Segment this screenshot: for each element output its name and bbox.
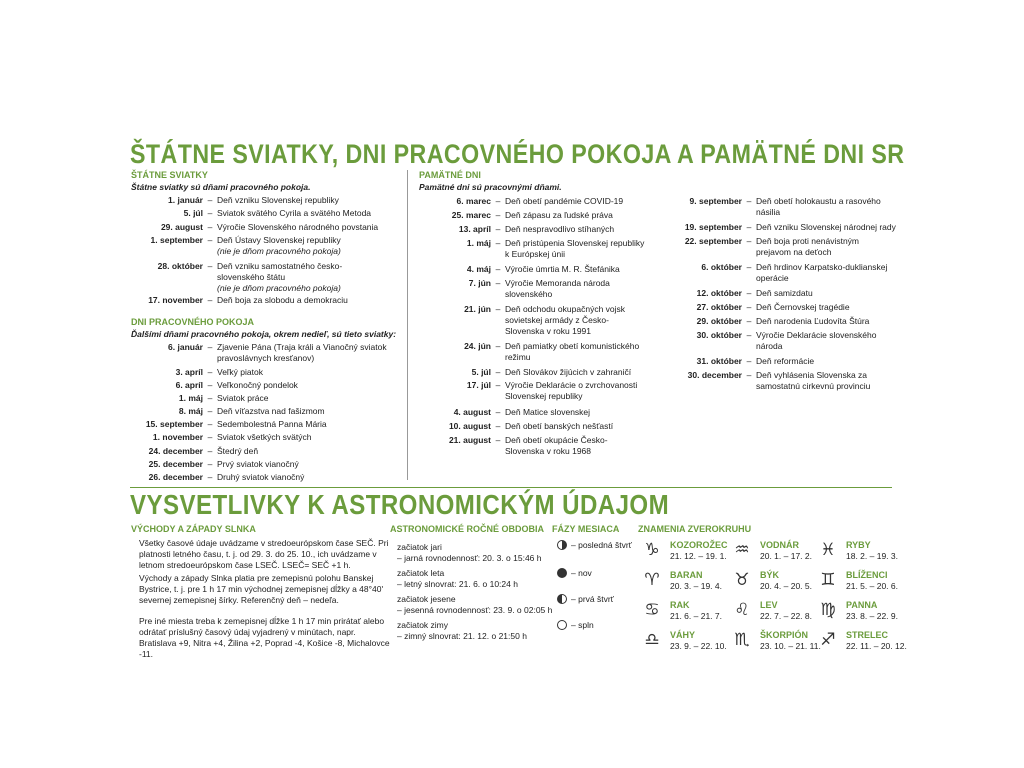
dash-separator: – [746,236,752,246]
holiday-text-block [756,288,896,299]
dash-separator: – [207,472,213,482]
holiday-name: Deň nespravodlivo stíhaných [505,224,615,234]
holiday-date: 28. október [157,261,203,271]
holiday-date: 8. máj [178,406,203,416]
holiday-name: Deň obetí holokaustu a rasového násilia [756,196,881,217]
holiday-date: 25. marec [451,210,491,220]
scorpio-icon: ♏ [734,630,750,650]
zodiac-dates: 20. 1. – 17. 2. [760,551,812,561]
holiday-date: 17. júl [466,380,491,390]
holiday-date: 30. október [696,330,742,340]
holiday-name: Výročie Deklarácie slovenského národa [756,330,877,351]
zodiac-name: BLÍŽENCI [846,570,888,580]
zodiac-sign-cancer [642,600,722,622]
holiday-text-block [217,261,387,294]
dash-separator: – [495,278,501,288]
libra-icon: ♎ [644,630,660,650]
zodiac-sign-libra [642,630,727,652]
phase-label: – posledná štvrť [571,540,632,550]
zodiac-sign-aquarius [732,540,812,562]
holiday-date: 15. september [145,419,203,429]
holiday-row [131,419,392,430]
holiday-name: Sviatok všetkých svätých [217,432,312,442]
holiday-text-block [217,222,387,233]
season-detail: – jesenná rovnodennosť: 23. 9. o 02:05 h [397,605,553,615]
taurus-icon: ♉ [734,570,750,590]
holiday-name: Deň víťazstva nad fašizmom [217,406,325,416]
zodiac-name: STRELEC [846,630,889,640]
holiday-row [131,222,387,233]
dash-separator: – [495,380,501,390]
statne-note: Štátne sviatky sú dňami pracovného pokoja. [131,182,311,192]
holiday-name: Druhý sviatok vianočný [217,472,305,482]
holiday-row [670,262,896,284]
zodiac-name: RAK [670,600,690,610]
pracovne-heading: DNI PRACOVNÉHO POKOJA [131,317,255,327]
holiday-date: 30. december [687,370,742,380]
holiday-row [131,295,387,306]
leo-icon: ♌ [734,600,750,620]
zodiac-heading: ZNAMENIA ZVEROKRUHU [638,524,752,534]
holiday-date: 7. jún [468,278,491,288]
holiday-note: (nie je dňom pracovného pokoja) [217,246,341,256]
zodiac-sign-aries [642,570,722,592]
zodiac-sign-leo [732,600,812,622]
holiday-text-block [756,356,896,367]
zodiac-dates: 18. 2. – 19. 3. [846,551,898,561]
season-detail: – zimný slnovrat: 21. 12. o 21:50 h [397,631,527,641]
holiday-name: Deň samizdatu [756,288,813,298]
holiday-name: Výročie Memoranda národa slovenského [505,278,610,299]
holiday-name: Deň vyhlásenia Slovenska za samostatnú cirkevnú provinciu [756,370,871,391]
zodiac-sign-pisces [818,540,898,562]
dash-separator: – [746,196,752,206]
holiday-date: 1. január [168,195,203,205]
dash-separator: – [207,446,213,456]
pamatne-heading: PAMÄTNÉ DNI [419,170,481,180]
holiday-date: 13. apríl [458,224,491,234]
holiday-name: Deň narodenia Ľudovíta Štúra [756,316,870,326]
dash-separator: – [207,367,213,377]
holiday-text-block [217,446,392,457]
holiday-name: Sedembolestná Panna Mária [217,419,327,429]
dash-separator: – [746,330,752,340]
full-moon-icon [557,620,567,630]
holiday-row [131,342,392,364]
cancer-icon: ♋ [644,600,660,620]
holiday-row [419,196,645,207]
dash-separator: – [746,316,752,326]
zodiac-dates: 22. 11. – 20. 12. [846,641,907,651]
aquarius-icon: ♒ [734,540,750,560]
holiday-row [131,472,392,483]
holiday-text-block [505,278,645,300]
holiday-name: Výročie Slovenského národného povstania [217,222,379,232]
holiday-text-block [217,419,392,430]
holiday-name: Deň hrdinov Karpatsko-duklianskej operácie [756,262,888,283]
dash-separator: – [495,196,501,206]
zodiac-sign-virgo [818,600,898,622]
phase-first-quarter [557,594,614,604]
holiday-text-block [217,432,392,443]
dash-separator: – [207,222,213,232]
holiday-text-block [756,302,896,313]
zodiac-name: PANNA [846,600,878,610]
holiday-text-block [756,222,896,233]
holiday-date: 12. október [696,288,742,298]
holiday-row [131,195,387,206]
holiday-text-block [505,435,645,457]
holiday-row [670,222,896,233]
holiday-date: 24. december [148,446,203,456]
holiday-row [670,302,896,313]
holiday-name: Veľkonočný pondelok [217,380,298,390]
statne-heading: ŠTÁTNE SVIATKY [131,170,208,180]
holiday-text-block [505,341,645,363]
holiday-text-block [505,238,645,260]
aries-icon: ♈ [644,570,660,590]
zodiac-name: BÝK [760,570,780,580]
phase-full-moon [557,620,594,630]
holiday-name: Štedrý deň [217,446,259,456]
holiday-text-block [505,210,645,221]
holiday-row [419,238,645,260]
holiday-name: Sviatok práce [217,393,269,403]
zodiac-name: ŠKORPIÓN [760,630,809,640]
pracovne-note: Ďalšími dňami pracovného pokoja, okrem nedieľ, sú tieto sviatky: [131,329,397,339]
zodiac-dates: 21. 12. – 19. 1. [670,551,727,561]
zodiac-name: BARAN [670,570,703,580]
holiday-row [670,316,896,327]
holiday-text-block [217,472,392,483]
holiday-row [419,210,645,221]
dash-separator: – [207,459,213,469]
holiday-row [131,459,392,470]
holiday-text-block [217,295,387,306]
column-divider [407,170,408,480]
season-label: začiatok jesene [397,594,456,604]
holiday-text-block [756,330,896,352]
holiday-date: 22. september [684,236,742,246]
zodiac-name: VODNÁR [760,540,800,550]
season-detail: – jarná rovnodennosť: 20. 3. o 15:46 h [397,553,542,563]
holiday-text-block [505,380,645,402]
dash-separator: – [207,235,213,245]
holiday-row [131,367,392,378]
holiday-name: Prvý sviatok vianočný [217,459,299,469]
dash-separator: – [207,261,213,271]
holiday-name: Deň Ústavy Slovenskej republiky [217,235,341,245]
zodiac-sign-taurus [732,570,812,592]
holiday-name: Deň Matice slovenskej [505,407,591,417]
holiday-date: 21. jún [464,304,491,314]
holiday-text-block [217,235,387,257]
holiday-date: 6. január [168,342,203,352]
holiday-date: 19. september [684,222,742,232]
holiday-date: 27. október [696,302,742,312]
zodiac-dates: 21. 6. – 21. 7. [670,611,722,621]
holiday-name: Výročie úmrtia M. R. Štefánika [505,264,620,274]
holiday-row [419,380,645,402]
holiday-name: Sviatok svätého Cyrila a svätého Metoda [217,208,372,218]
phase-label: – nov [571,568,592,578]
holiday-name: Deň Černovskej tragédie [756,302,850,312]
holiday-text-block [756,262,896,284]
last-quarter-moon-icon [557,540,567,550]
pamatne-note: Pamätné dni sú pracovnými dňami. [419,182,562,192]
holiday-name: Veľký piatok [217,367,263,377]
gemini-icon: ♊ [820,570,836,590]
holiday-name: Deň boja proti nenávistným prejavom na deťoch [756,236,860,257]
holiday-date: 29. august [160,222,203,232]
holiday-text-block [217,393,392,404]
season-label: začiatok jari [397,542,442,552]
holiday-text-block [217,406,392,417]
holiday-text-block [505,407,645,418]
holiday-date: 6. apríl [175,380,203,390]
season-item [397,594,552,616]
season-item [397,542,542,564]
dash-separator: – [207,342,213,352]
holiday-date: 24. jún [464,341,491,351]
sunrise-heading: VÝCHODY A ZÁPADY SLNKA [131,524,256,534]
capricorn-icon: ♑ [644,540,660,560]
zodiac-dates: 20. 3. – 19. 4. [670,581,722,591]
holiday-text-block [217,367,392,378]
holiday-name: Deň obetí okupácie Česko-Slovenska v roku 1968 [505,435,608,456]
dash-separator: – [207,195,213,205]
holiday-name: Deň boja za slobodu a demokraciu [217,295,348,305]
holiday-text-block [505,367,645,378]
sunrise-paragraph-2: Východy a západy Slnka platia pre zemepisnú polohu Banskej Bystrice, t. j. pre 1 h 17 min východnej zemepisnej dĺžky a 48°40' severnej zemepisnej šírky. Referenčný deň – nedeľa. [139,573,384,605]
zodiac-name: VÁHY [670,630,696,640]
dash-separator: – [495,435,501,445]
zodiac-dates: 21. 5. – 20. 6. [846,581,898,591]
holiday-name: Deň vzniku samostatného česko-slovenského štátu [217,261,343,282]
holiday-row [670,196,896,218]
holiday-row [670,288,896,299]
holiday-date: 26. december [148,472,203,482]
zodiac-dates: 23. 8. – 22. 9. [846,611,898,621]
dash-separator: – [207,380,213,390]
holiday-row [131,432,392,443]
holiday-text-block [756,196,896,218]
zodiac-dates: 22. 7. – 22. 8. [760,611,812,621]
dash-separator: – [207,406,213,416]
holiday-name: Deň vzniku Slovenskej republiky [217,195,339,205]
holiday-name: Deň pamiatky obetí komunistického režimu [505,341,640,362]
phase-label: – prvá štvrť [571,594,614,604]
dash-separator: – [495,264,501,274]
sagittarius-icon: ♐ [820,630,836,650]
holiday-row [419,421,645,432]
section-divider [130,487,892,488]
phase-last-quarter [557,540,632,550]
dash-separator: – [746,262,752,272]
holiday-text-block [756,316,896,327]
phase-label: – spln [571,620,594,630]
phase-new-moon [557,568,592,578]
zodiac-name: RYBY [846,540,871,550]
dash-separator: – [207,208,213,218]
dash-separator: – [495,210,501,220]
holiday-date: 31. október [696,356,742,366]
dash-separator: – [207,393,213,403]
season-item [397,620,527,642]
dash-separator: – [746,288,752,298]
holiday-row [670,330,896,352]
holiday-text-block [756,370,896,392]
holiday-date: 1. september [150,235,203,245]
holiday-text-block [756,236,896,258]
holiday-text-block [217,195,387,206]
holiday-name: Zjavenie Pána (Traja králi a Vianočný sviatok pravoslávnych kresťanov) [217,342,387,363]
zodiac-sign-gemini [818,570,898,592]
holiday-date: 5. júl [471,367,491,377]
holiday-text-block [217,342,392,364]
dash-separator: – [495,224,501,234]
holiday-date: 6. marec [456,196,491,206]
holiday-name: Výročie Deklarácie o zvrchovanosti Slovenskej republiky [505,380,638,401]
holiday-row [670,356,896,367]
holiday-date: 17. november [148,295,203,305]
holiday-row [131,261,387,294]
holiday-row [419,224,645,235]
holiday-name: Deň obetí pandémie COVID-19 [505,196,624,206]
zodiac-dates: 23. 10. – 21. 11. [760,641,821,651]
holiday-date: 6. október [701,262,742,272]
first-quarter-moon-icon [557,594,567,604]
dash-separator: – [495,421,501,431]
dash-separator: – [207,419,213,429]
new-moon-icon [557,568,567,578]
zodiac-sign-sagittarius [818,630,907,652]
sunrise-paragraph-1: Všetky časové údaje uvádzame v stredoeurópskom čase SEČ. Pri platnosti letného času, t. j. od 29. 3. do 25. 10., ich uvádzame v letnom stredoeurópskom čase LSEČ. LSEČ= SEČ +1 h. [139,538,389,570]
season-item [397,568,518,590]
holiday-text-block [505,224,645,235]
holiday-row [131,393,392,404]
dash-separator: – [495,238,501,248]
sunrise-paragraph-3: Pre iné miesta treba k zemepisnej dĺžke 1 h 17 min prirátať alebo odrátať príslušný časový údaj vyjadrený v minútach, napr. Bratislava +9, Nitra +4, Žilina +2, Poprad -4, Košice -8, Michalovce -11. [139,616,390,659]
holiday-name: Deň vzniku Slovenskej národnej rady [756,222,896,232]
holiday-row [419,304,645,337]
holiday-row [131,380,392,391]
holiday-name: Deň obetí banských nešťastí [505,421,614,431]
season-label: začiatok leta [397,568,445,578]
dash-separator: – [746,370,752,380]
holiday-name: Deň zápasu za ľudské práva [505,210,613,220]
holiday-text-block [505,304,645,337]
phases-heading: FÁZY MESIACA [552,524,620,534]
holiday-date: 4. máj [466,264,491,274]
dash-separator: – [495,341,501,351]
holiday-row [670,236,896,258]
holiday-date: 29. október [696,316,742,326]
dash-separator: – [495,407,501,417]
holiday-row [131,235,387,257]
zodiac-dates: 20. 4. – 20. 5. [760,581,812,591]
holiday-date: 4. august [453,407,491,417]
holiday-row [419,341,645,363]
holiday-row [419,367,645,378]
holiday-date: 25. december [148,459,203,469]
dash-separator: – [495,367,501,377]
astro-title: VYSVETLIVKY K ASTRONOMICKÝM ÚDAJOM [130,489,670,520]
holiday-note: (nie je dňom pracovného pokoja) [217,283,341,293]
virgo-icon: ♍ [820,600,836,620]
holiday-text-block [217,459,392,470]
holiday-name: Deň odchodu okupačných vojsk sovietskej armády z Česko-Slovenska v roku 1991 [505,304,626,336]
holiday-row [131,446,392,457]
zodiac-sign-capricorn [642,540,728,562]
holiday-row [419,435,645,457]
holiday-date: 1. máj [178,393,203,403]
holiday-row [419,407,645,418]
holiday-text-block [505,196,645,207]
seasons-heading: ASTRONOMICKÉ ROČNÉ OBDOBIA [390,524,545,534]
holiday-name: Deň Slovákov žijúcich v zahraničí [505,367,632,377]
holiday-row [419,278,645,300]
holiday-row [131,406,392,417]
holiday-date: 9. september [689,196,742,206]
zodiac-dates: 23. 9. – 22. 10. [670,641,727,651]
season-detail: – letný slnovrat: 21. 6. o 10:24 h [397,579,518,589]
holiday-name: Deň pristúpenia Slovenskej republiky k Európskej únii [505,238,645,259]
holiday-text-block [505,264,645,275]
page-title: ŠTÁTNE SVIATKY, DNI PRACOVNÉHO POKOJA A PAMÄTNÉ DNI SR [130,139,905,169]
holiday-row [131,208,387,219]
holiday-date: 3. apríl [175,367,203,377]
holiday-date: 1. november [152,432,203,442]
zodiac-name: KOZOROŽEC [670,540,728,550]
holiday-row [670,370,896,392]
zodiac-name: LEV [760,600,778,610]
dash-separator: – [207,295,213,305]
season-label: začiatok zimy [397,620,449,630]
dash-separator: – [207,432,213,442]
zodiac-sign-scorpio [732,630,821,652]
holiday-date: 1. máj [466,238,491,248]
dash-separator: – [746,222,752,232]
holiday-date: 10. august [448,421,491,431]
pisces-icon: ♓ [820,540,836,560]
dash-separator: – [495,304,501,314]
dash-separator: – [746,356,752,366]
holiday-text-block [217,208,387,219]
dash-separator: – [746,302,752,312]
holiday-date: 5. júl [183,208,203,218]
holiday-text-block [505,421,645,432]
holiday-text-block [217,380,392,391]
holiday-date: 21. august [448,435,491,445]
holiday-name: Deň reformácie [756,356,815,366]
holiday-row [419,264,645,275]
